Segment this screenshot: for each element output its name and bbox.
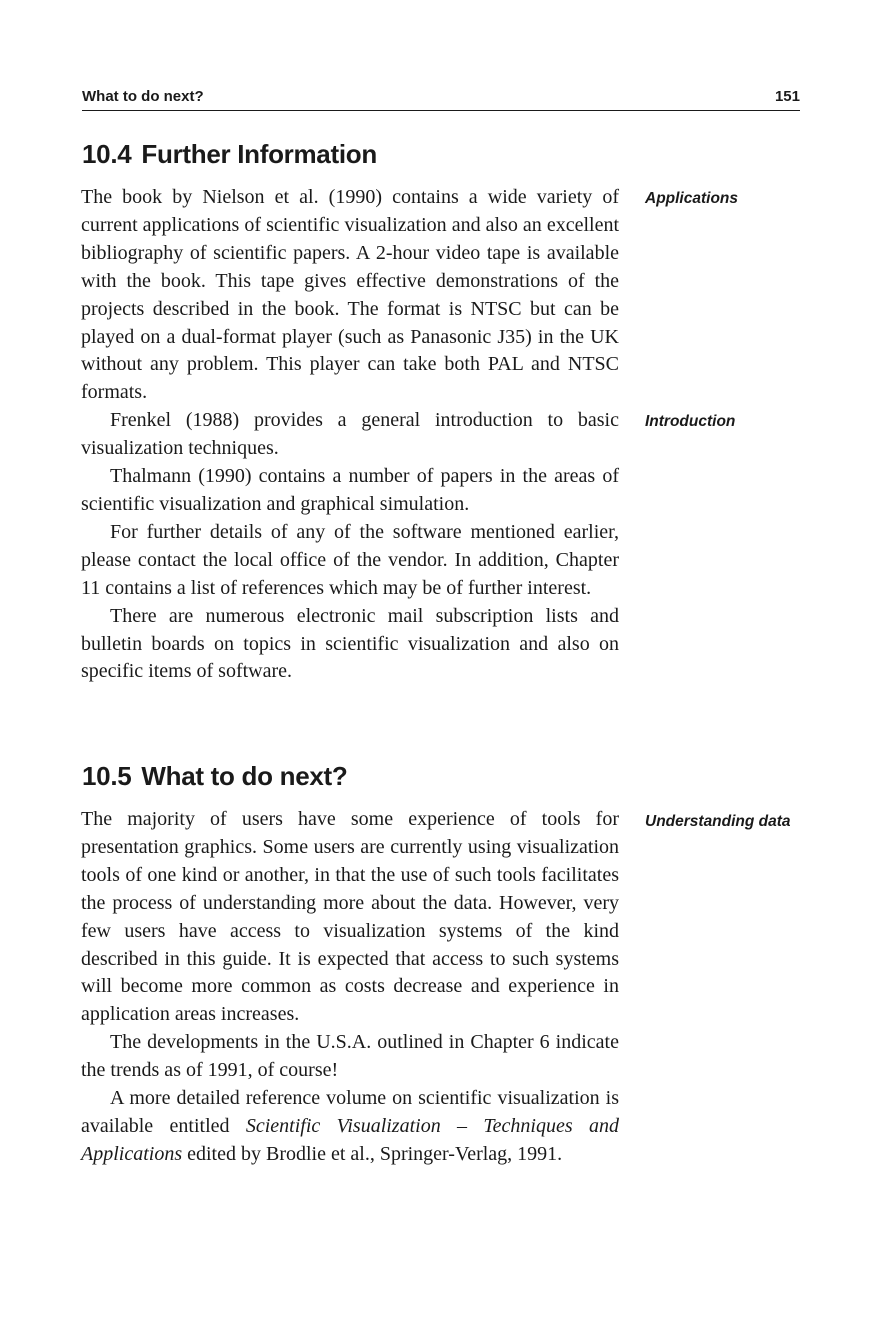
running-head-title: What to do next? <box>82 88 204 105</box>
paragraph: The majority of users have some experience of tools for presentation graphics. Some users are currently using visualization tools of one kind or another, in that the use of such tools facilitates the process of understanding more about the data. However, very few users have access to visualization systems of the kind described in this guide. It is expected that access to such systems will become more common as costs decrease and experience in application areas increases. <box>81 808 619 1026</box>
paragraph: Frenkel (1988) provides a general introduction to basic visualization techniques. <box>81 409 619 460</box>
section-title: Further Information <box>141 139 377 169</box>
running-head <box>82 86 800 111</box>
page-number: 151 <box>774 88 800 105</box>
paragraph: For further details of any of the software mentioned earlier, please contact the local office of the vendor. In addition, Chapter 11 contains a list of references which may be of further interest. <box>81 520 619 599</box>
paragraph: The book by Nielson et al. (1990) contains a wide variety of current applications of scientific visualization and also an excellent bibliography of scientific papers. A 2-hour video tape is available with the book. This tape gives effective demonstrations of the projects described in the book. The format is NTSC but can be played on a dual-format player (such as Panasonic J35) in the UK without any problem. This player can take both PAL and NTSC formats. <box>81 186 619 404</box>
margin-note-introduction: Introduction <box>645 413 736 430</box>
section-heading-what-to-do-next <box>82 761 347 792</box>
margin-note-understanding-data: Understanding data <box>645 813 791 830</box>
paragraph-text: edited by Brodlie et al., Springer-Verlag, 1991. <box>182 1142 563 1165</box>
margin-note-applications: Applications <box>645 190 739 207</box>
paragraph: There are numerous electronic mail subscription lists and bulletin boards on topics in scientific visualization and also on specific items of software. <box>81 604 619 683</box>
section-number: 10.5 <box>82 761 132 791</box>
paragraph: The developments in the U.S.A. outlined in Chapter 6 indicate the trends as of 1991, of course! <box>81 1031 619 1082</box>
paragraph: Thalmann (1990) contains a number of papers in the areas of scientific visualization and graphical simulation. <box>81 465 619 515</box>
paragraph <box>81 1085 619 1169</box>
section-body-further-information <box>81 184 619 686</box>
section-title: What to do next? <box>141 761 348 791</box>
section-number: 10.4 <box>82 139 132 169</box>
paragraph-text: A more detailed reference volume on scientific visualization is available entitled <box>81 1087 619 1137</box>
section-body-what-to-do-next <box>81 806 619 1169</box>
book-title: Scientific Visualization – Techniques and Applications <box>81 1114 619 1165</box>
section-heading-further-information <box>82 139 377 170</box>
